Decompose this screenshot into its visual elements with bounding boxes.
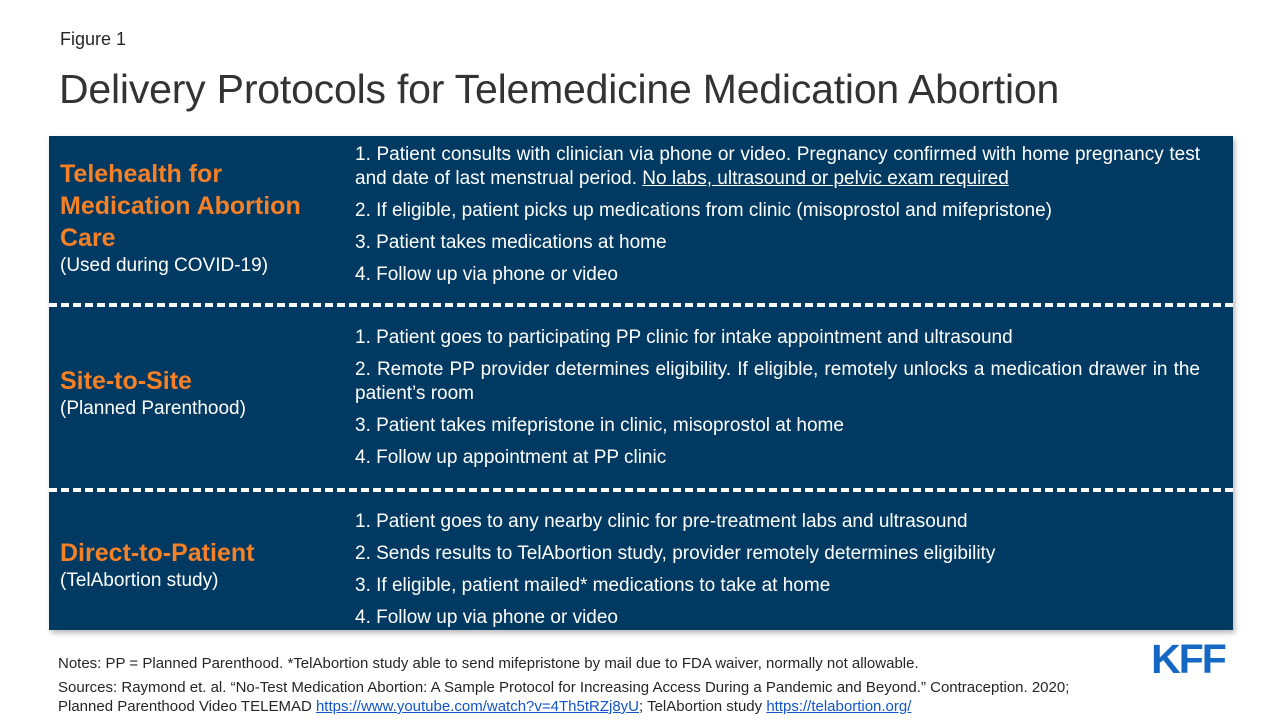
figure-label: Figure 1	[60, 29, 127, 49]
steps-list-site-to-site	[355, 326, 1200, 470]
step-item	[355, 143, 1200, 191]
steps-list-telehealth	[355, 143, 1200, 287]
step-item: 1. Patient goes to any nearby clinic for pre-treatment labs and ultrasound	[355, 511, 968, 532]
row-subtitle: (Used during COVID-19)	[60, 255, 269, 276]
sources-middle: ; TelAbortion study	[639, 698, 767, 715]
row-divider	[49, 488, 1233, 492]
row-title-line: Direct-to-Patient	[60, 539, 255, 567]
telabortion-link[interactable]: https://telabortion.org/	[766, 698, 912, 715]
step-item: 2. If eligible, patient picks up medications from clinic (misoprostol and mifepristone)	[355, 200, 1052, 221]
kff-logo-text: KFF	[1151, 637, 1225, 679]
row-title-line: Care	[60, 224, 116, 252]
row-heading-direct-to-patient	[60, 537, 254, 593]
sources-prefix: Sources: Raymond et. al. “No-Test Medication Abortion: A Sample Protocol for Increasing Access During a Pandemic and Beyond.” Contraception. 2020; Planned Parenthood Video TELEMAD	[58, 679, 1070, 715]
row-title-line: Telehealth for	[60, 160, 223, 188]
youtube-link[interactable]: https://www.youtube.com/watch?v=4Th5tRZj8yU	[315, 698, 640, 715]
step-item: 3. If eligible, patient mailed* medications to take at home	[355, 575, 831, 596]
protocols-panel	[49, 136, 1233, 630]
steps-list-direct-to-patient	[355, 510, 1200, 630]
step-item: 2. Remote PP provider determines eligibility. If eligible, remotely unlocks a medication drawer in the patient’s room	[355, 359, 1200, 404]
sources-text	[58, 678, 1118, 716]
kff-logo	[1144, 637, 1232, 679]
row-divider	[49, 303, 1233, 307]
step-item: 4. Follow up via phone or video	[355, 607, 618, 628]
notes-text: Notes: PP = Planned Parenthood. *TelAbortion study able to send mifepristone by mail due to FDA waiver, normally not allowable.	[58, 655, 919, 672]
page-title: Delivery Protocols for Telemedicine Medication Abortion	[59, 66, 1060, 112]
step-text: 1. Patient consults with clinician via phone or video. Pregnancy confirmed with home pregnancy test and date of last menstrual period.	[355, 144, 1200, 189]
row-title-line: Site-to-Site	[60, 367, 192, 395]
row-subtitle: (TelAbortion study)	[60, 570, 219, 591]
step-item: 3. Patient takes medications at home	[355, 232, 667, 253]
step-item: 2. Sends results to TelAbortion study, provider remotely determines eligibility	[355, 543, 996, 564]
row-subtitle: (Planned Parenthood)	[60, 398, 246, 419]
row-title-line: Medication Abortion	[60, 192, 301, 220]
row-heading-site-to-site	[60, 365, 246, 421]
step-item: 1. Patient goes to participating PP clinic for intake appointment and ultrasound	[355, 327, 1013, 348]
step-item: 3. Patient takes mifepristone in clinic, misoprostol at home	[355, 415, 844, 436]
step-underlined-text: No labs, ultrasound or pelvic exam required	[642, 168, 1009, 189]
row-heading-telehealth	[60, 158, 301, 278]
step-item: 4. Follow up appointment at PP clinic	[355, 447, 667, 468]
step-item: 4. Follow up via phone or video	[355, 264, 618, 285]
footnotes	[58, 654, 1118, 716]
